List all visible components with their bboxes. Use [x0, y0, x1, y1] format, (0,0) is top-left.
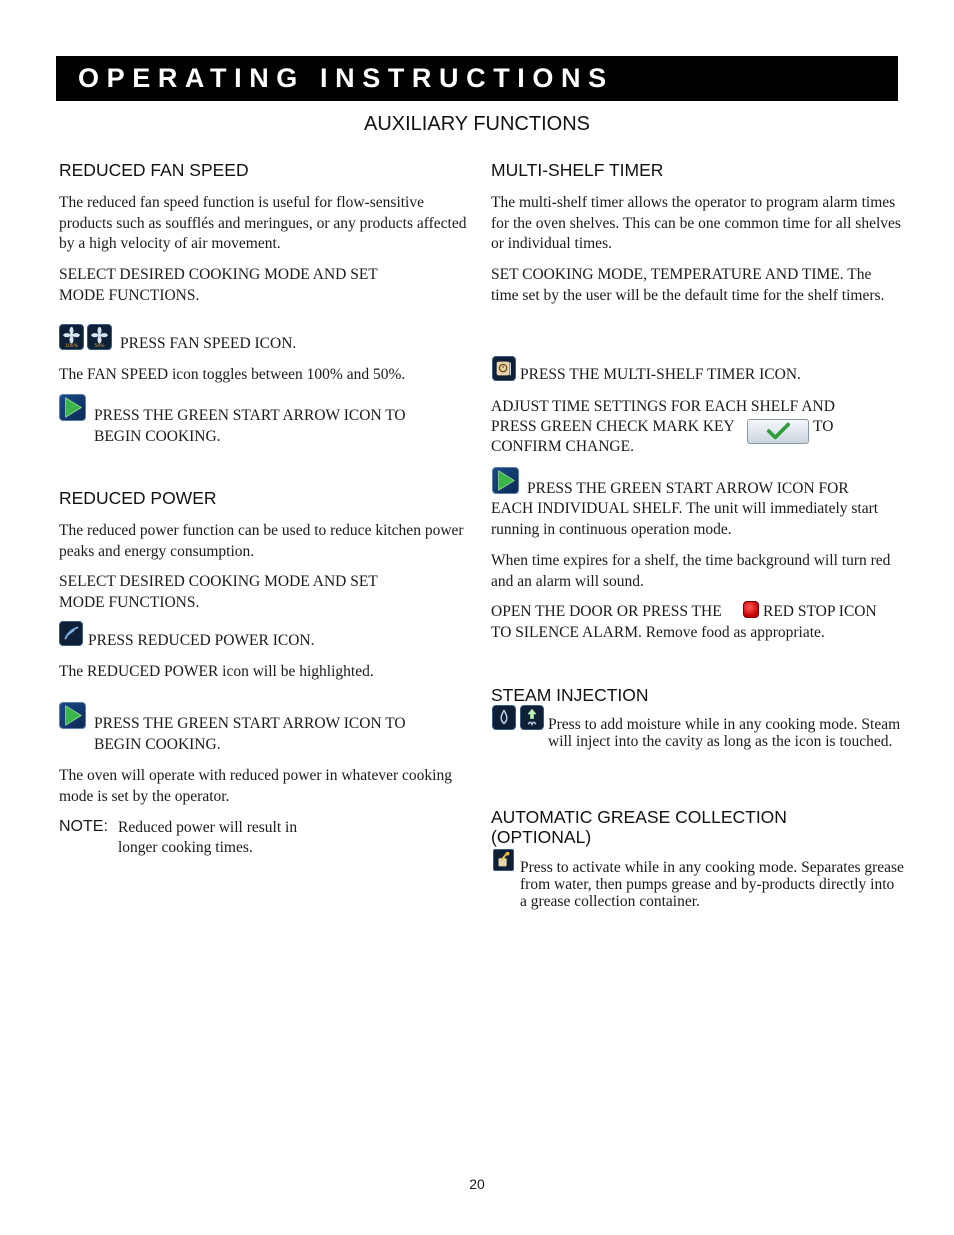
green-check-mark-icon[interactable] [747, 419, 809, 444]
page-title: AUXILIARY FUNCTIONS [364, 113, 590, 135]
timer-adjust-line-3: CONFIRM CHANGE. [491, 438, 634, 455]
heading-multi-shelf-timer: MULTI-SHELF TIMER [491, 160, 664, 180]
note-line-2: longer cooking times. [118, 839, 253, 856]
timer-start-line-1: PRESS THE GREEN START ARROW ICON FOR [527, 480, 849, 497]
timer-start-rest: EACH INDIVIDUAL SHELF. The unit will immediately start running in continuous operation mode. [491, 500, 879, 538]
reduced-power-icon[interactable] [59, 621, 83, 646]
heading-steam-injection: STEAM INJECTION [491, 685, 649, 705]
power-press-icon: PRESS REDUCED POWER ICON. [88, 632, 315, 649]
grease-description: Press to activate while in any cooking mode. Separates grease from water, then pumps grease and by-products directly into a grease collection container. [520, 859, 904, 910]
timer-adjust-to: TO [813, 418, 834, 435]
fan-select-mode: SELECT DESIRED COOKING MODE AND SET MODE FUNCTIONS. [59, 266, 378, 304]
steam-boost-icon[interactable] [520, 705, 544, 730]
section-banner: OPERATING INSTRUCTIONS [56, 56, 898, 101]
fan-start-instruction: PRESS THE GREEN START ARROW ICON TO BEGIN COOKING. [94, 407, 406, 445]
timer-stop-text-b: RED STOP ICON [763, 603, 877, 620]
fan-intro: The reduced fan speed function is useful for flow-sensitive products such as soufflés and meringues, or any products affected by a high velocity of air movement. [59, 194, 467, 252]
red-stop-icon[interactable] [743, 601, 759, 618]
power-highlight-note: The REDUCED POWER icon will be highlighted. [59, 663, 374, 680]
heading-reduced-power: REDUCED POWER [59, 488, 217, 508]
timer-stop-text-a: OPEN THE DOOR OR PRESS THE [491, 603, 722, 620]
power-intro: The reduced power function can be used to reduce kitchen power peaks and energy consumption. [59, 522, 464, 560]
steam-injection-icon[interactable] [492, 705, 516, 730]
fan-50-label: 50% [94, 344, 105, 349]
fan-speed-100-icon[interactable] [59, 324, 84, 350]
timer-adjust-line-2: PRESS GREEN CHECK MARK KEY [491, 418, 735, 435]
green-start-arrow-icon[interactable] [59, 702, 86, 729]
fan-toggle-note: The FAN SPEED icon toggles between 100% and 50%. [59, 366, 406, 383]
timer-stop-line-2: TO SILENCE ALARM. Remove food as appropriate. [491, 624, 825, 641]
power-operate-note: The oven will operate with reduced power in whatever cooking mode is set by the operator. [59, 767, 452, 805]
note-label: NOTE: [59, 818, 108, 835]
heading-grease-optional: (OPTIONAL) [491, 827, 592, 847]
fan-speed-50-icon[interactable] [87, 324, 112, 350]
timer-set-mode: SET COOKING MODE, TEMPERATURE AND TIME. The time set by the user will be the default time for the shelf timers. [491, 266, 885, 304]
timer-intro: The multi-shelf timer allows the operator to program alarm times for the oven shelves. This can be one common time for all shelves or individual times. [491, 194, 901, 252]
multi-shelf-timer-icon[interactable] [492, 356, 516, 381]
fan-press-icon: PRESS FAN SPEED ICON. [120, 335, 297, 352]
timer-adjust-line-1: ADJUST TIME SETTINGS FOR EACH SHELF AND [491, 398, 835, 415]
heading-reduced-fan-speed: REDUCED FAN SPEED [59, 160, 249, 180]
timer-expire-note: When time expires for a shelf, the time background will turn red and an alarm will sound. [491, 552, 891, 590]
heading-grease-collection: AUTOMATIC GREASE COLLECTION [491, 807, 787, 827]
timer-press-icon: PRESS THE MULTI-SHELF TIMER ICON. [520, 366, 801, 383]
steam-description: Press to add moisture while in any cooking mode. Steam will inject into the cavity as long as the icon is touched. [548, 716, 901, 750]
power-select-mode: SELECT DESIRED COOKING MODE AND SET MODE FUNCTIONS. [59, 573, 378, 611]
fan-100-label: 100% [64, 344, 79, 349]
green-start-arrow-icon[interactable] [59, 394, 86, 421]
green-start-arrow-icon[interactable] [492, 467, 519, 494]
note-line-1: Reduced power will result in [118, 819, 298, 836]
power-start-instruction: PRESS THE GREEN START ARROW ICON TO BEGIN COOKING. [94, 715, 406, 753]
grease-collection-icon[interactable] [493, 849, 514, 871]
page-number: 20 [469, 1176, 485, 1192]
